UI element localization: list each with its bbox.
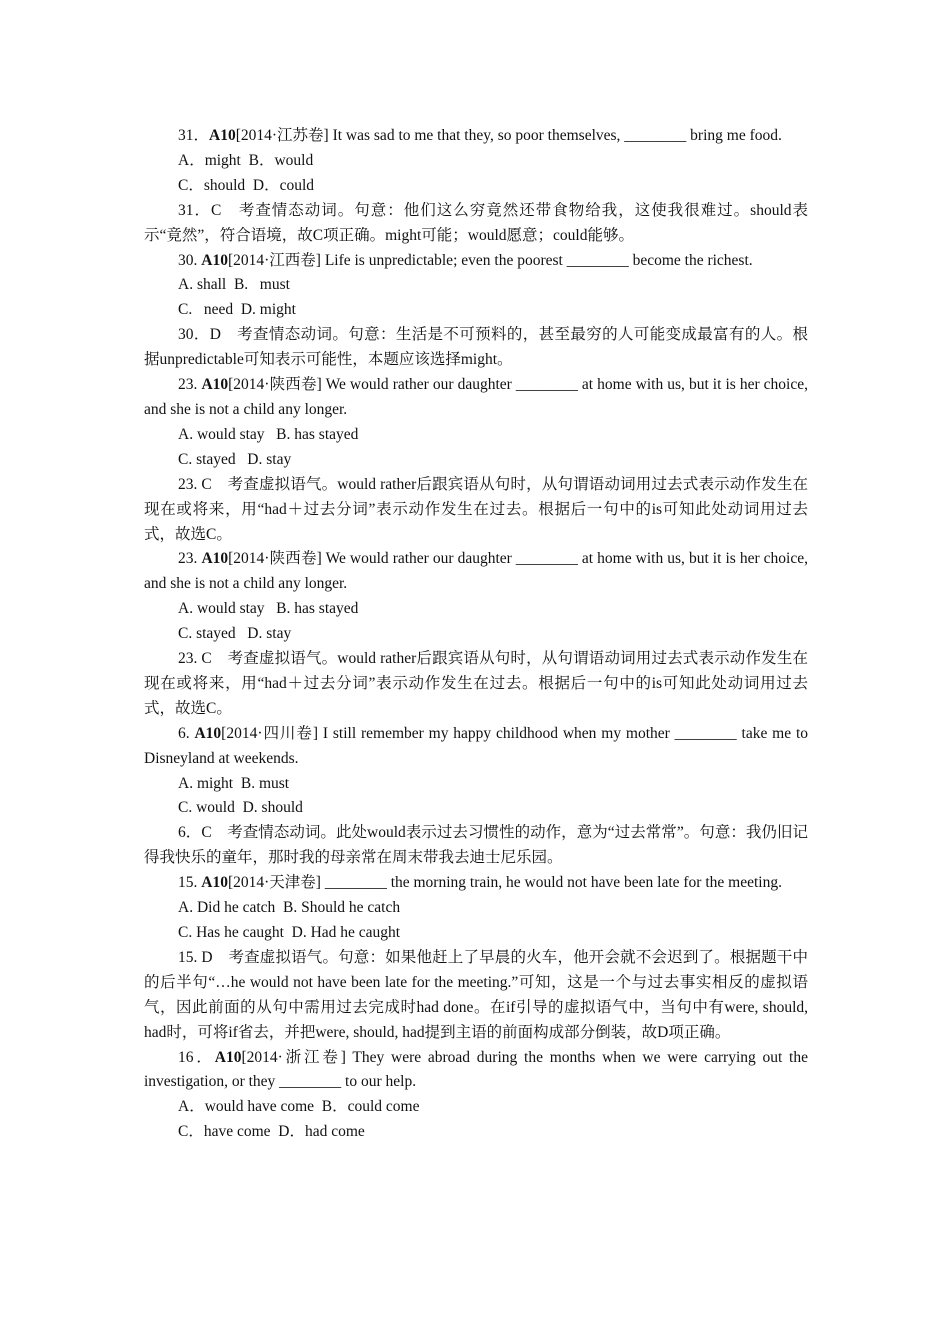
question-number: 30. <box>178 251 202 269</box>
topic-code: A10 <box>201 376 229 394</box>
options-line: C. stayed D. stay <box>178 625 292 643</box>
topic-code: A10 <box>201 251 228 269</box>
options-line: C．should D．could <box>178 176 315 194</box>
question-6 <box>144 722 808 772</box>
topic-code: A10 <box>201 874 228 892</box>
options-line: A．would have come B．could come <box>178 1098 420 1116</box>
question-15 <box>144 871 808 896</box>
question-number: 6. <box>178 724 195 742</box>
answer-explanation: 6．C 考查情态动词。此处would表示过去习惯性的动作，意为“过去常常”。句意：我仍旧记得我快乐的童年，那时我的母亲常在周末带我去迪士尼乐园。 <box>144 824 808 867</box>
topic-code: A10 <box>194 724 222 742</box>
topic-code: A10 <box>214 1048 242 1066</box>
question-number: 16． <box>178 1048 215 1066</box>
question-number: 15. <box>178 874 202 892</box>
options-line: C. Has he caught D. Had he caught <box>178 924 401 941</box>
question-number: 31． <box>178 127 210 144</box>
answer-explanation: 31．C 考查情态动词。句意：他们这么穷竟然还带食物给我，这使我很难过。should表示“竟然”，符合语境，故C项正确。might可能；would愿意；could能够。 <box>144 201 808 244</box>
options-line: C. would D. should <box>178 799 303 817</box>
answer-explanation: 15. D 考查虚拟语气。句意：如果他赶上了早晨的火车，他开会就不会迟到了。根据题干中的后半句“…he would not have been late for the meeting.”可知，这是一个与过去事实相反的虚拟语气，因此前面的从句中需用过去完成时had done。在if引导的虚拟语气中，当句中有were, should, had时，可将if省去，并把were, should, had提到主语的前面构成部分倒装，故D项正确。 <box>144 948 808 1041</box>
options-line: C. need D. might <box>178 301 296 319</box>
question-text: [2014·浙江卷] They were abroad during the months when we were carrying out the investigation, or they ________ to our help. <box>144 1048 808 1091</box>
question-text: [2014·江苏卷] It was sad to me that they, so poor themselves, ________ bring me food. <box>235 127 782 144</box>
question-31 <box>144 124 808 149</box>
question-23 <box>144 373 808 423</box>
question-30 <box>144 249 808 274</box>
question-number: 23. <box>178 550 202 568</box>
options-line: A. would stay B. has stayed <box>178 600 359 618</box>
topic-code: A10 <box>209 127 236 144</box>
options-line: A. Did he catch B. Should he catch <box>178 899 401 917</box>
question-text: [2014·陕西卷] We would rather our daughter ________ at home with us, but it is her choice, and she is not a child any longer. <box>144 550 809 593</box>
question-23-repeat <box>144 547 808 597</box>
topic-code: A10 <box>201 550 229 568</box>
question-16 <box>144 1046 808 1096</box>
answer-explanation: 23. C 考查虚拟语气。would rather后跟宾语从句时，从句谓语动词用过去式表示动作发生在现在或将来，用“had＋过去分词”表示动作发生在过去。根据后一句中的is可知此处动词用过去式，故选C。 <box>144 475 808 543</box>
options-line: C. stayed D. stay <box>178 450 292 468</box>
answer-explanation: 23. C 考查虚拟语气。would rather后跟宾语从句时，从句谓语动词用过去式表示动作发生在现在或将来，用“had＋过去分词”表示动作发生在过去。根据后一句中的is可知此处动词用过去式，故选C。 <box>144 650 808 717</box>
document-page <box>144 124 808 1145</box>
question-text: [2014·天津卷] ________ the morning train, he would not have been late for the meeting. <box>227 874 782 892</box>
question-text: [2014·江西卷] Life is unpredictable; even the poorest ________ become the richest. <box>227 251 753 269</box>
options-line: A. shall B. must <box>178 276 290 294</box>
options-line: A．might B．would <box>178 151 314 169</box>
question-text: [2014·四川卷] I still remember my happy childhood when my mother ________ take me to Disneyland at weekends. <box>144 724 809 767</box>
options-line: C．have come D．had come <box>178 1123 365 1141</box>
question-number: 23. <box>178 376 202 394</box>
options-line: A. might B. must <box>178 774 290 792</box>
options-line: A. would stay B. has stayed <box>178 425 359 443</box>
question-text: [2014·陕西卷] We would rather our daughter ________ at home with us, but it is her choice, and she is not a child any longer. <box>144 376 809 418</box>
answer-explanation: 30．D 考查情态动词。句意：生活是不可预料的，甚至最穷的人可能变成最富有的人。根据unpredictable可知表示可能性，本题应该选择might。 <box>144 326 808 369</box>
